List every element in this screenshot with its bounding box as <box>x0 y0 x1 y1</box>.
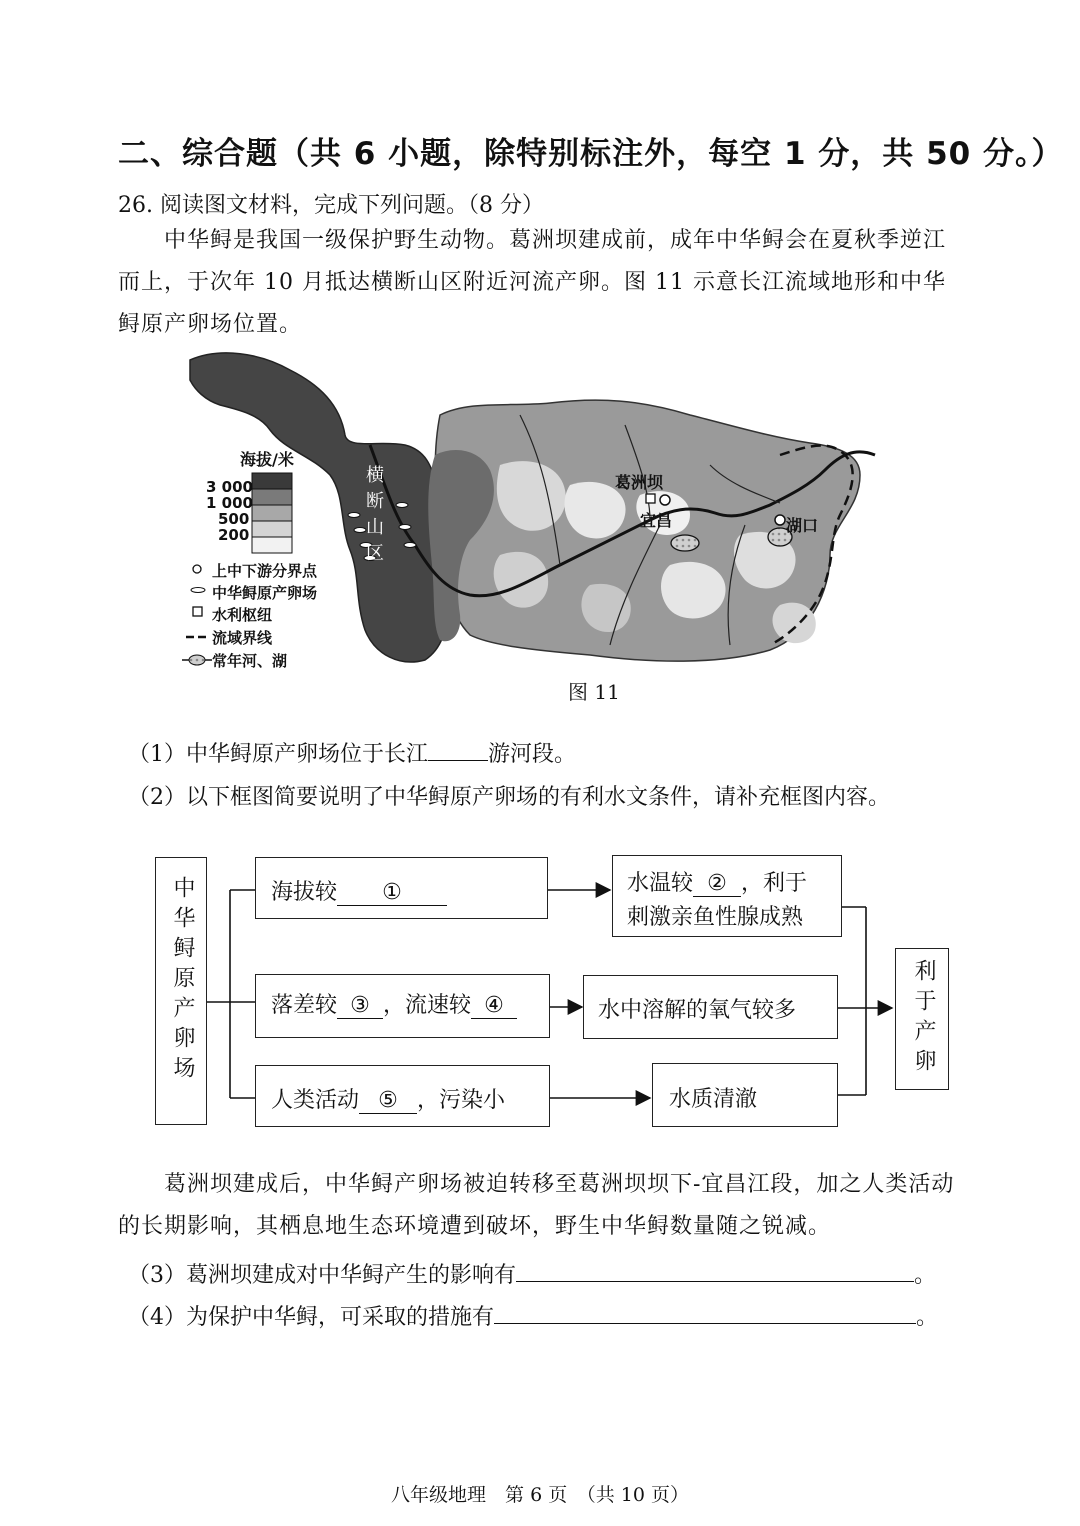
water-quality-text: 水质清澈 <box>669 1087 758 1112</box>
answer-blank-3[interactable] <box>516 1259 914 1282</box>
effect-box-oxygen <box>583 975 838 1039</box>
elevation-level-2: 1 000 <box>206 494 253 512</box>
sub-question-3 <box>128 1258 936 1289</box>
division-point-hukou <box>775 515 785 525</box>
blank-3[interactable]: ③ <box>337 993 383 1019</box>
legend-river-lake: 常年河、湖 <box>212 652 288 670</box>
sub-question-4-end: 。 <box>916 1305 939 1330</box>
oxygen-text: 水中溶解的氧气较多 <box>598 998 797 1023</box>
cause-box-gradient <box>255 974 550 1038</box>
elevation-level-3: 500 <box>218 510 250 528</box>
label-yichang: 宜昌 <box>640 511 673 530</box>
yangtze-basin-map <box>170 345 890 675</box>
legend-title: 海拔/米 <box>240 450 294 469</box>
question-number-line: 26. 阅读图文材料，完成下列问题。（8 分） <box>118 193 544 218</box>
answer-blank-1[interactable] <box>428 738 488 761</box>
cause-box-human-activity <box>255 1065 550 1127</box>
sub-question-1-text: （1）中华鲟原产卵场位于长江 <box>128 742 428 767</box>
region-label-hengduan: 横断山区 <box>366 465 384 564</box>
result-box <box>895 948 949 1090</box>
gradient-text: 落差较 <box>271 993 338 1018</box>
map-graphic <box>170 345 890 675</box>
dongting-lake <box>671 535 699 551</box>
elevation-level-1: 3 000 <box>206 478 253 496</box>
human-activity-text: 人类活动 <box>271 1088 360 1113</box>
spawning-ground-label: 中华鲟原产卵场 <box>170 876 195 1086</box>
blank-1[interactable]: ① <box>337 880 447 906</box>
label-hukou: 湖口 <box>786 516 819 535</box>
dam-gezhouba <box>646 494 655 503</box>
legend-spawning-site: 中华鲟原产卵场 <box>212 584 318 602</box>
sub-question-1-suffix: 游河段。 <box>488 742 577 767</box>
elevation-level-4: 200 <box>218 526 250 544</box>
legend-swatches <box>252 473 292 553</box>
section-title: 二、综合题（共 6 小题，除特别标注外，每空 1 分，共 50 分。） <box>118 136 1064 172</box>
page-footer: 八年级地理 第 6 页 （共 10 页） <box>391 1484 689 1506</box>
spawning-ground-box <box>155 857 207 1125</box>
legend-dam: 水利枢纽 <box>212 606 273 624</box>
blank-2[interactable]: ② <box>693 871 741 897</box>
effect-box-water-quality <box>652 1063 838 1127</box>
division-point-yichang <box>660 495 670 505</box>
legend-division-point: 上中下游分界点 <box>212 562 318 580</box>
sub-question-3-text: （3）葛洲坝建成对中华鲟产生的影响有 <box>128 1263 516 1288</box>
cause-box-altitude <box>255 857 548 919</box>
blank-4[interactable]: ④ <box>471 993 517 1019</box>
water-temp-text: 水温较 <box>627 871 694 896</box>
pollution-text: ，污染小 <box>417 1088 506 1113</box>
effect-box-water-temp <box>612 855 842 937</box>
water-temp-text-2: ，利于 <box>741 871 808 896</box>
label-gezhouba: 葛洲坝 <box>615 473 664 492</box>
sub-question-4-text: （4）为保护中华鲟，可采取的措施有 <box>128 1305 494 1330</box>
answer-blank-4[interactable] <box>494 1301 916 1324</box>
sub-question-4 <box>128 1300 938 1331</box>
water-temp-line-2: 刺激亲鱼性腺成熟 <box>627 905 804 930</box>
result-label: 利于产卵 <box>911 959 936 1079</box>
flow-speed-text: ，流速较 <box>383 993 472 1018</box>
sub-question-2: （2）以下框图简要说明了中华鲟原产卵场的有利水文条件，请补充框图内容。 <box>128 785 890 810</box>
sub-question-1 <box>128 737 576 768</box>
blank-5[interactable]: ⑤ <box>359 1088 417 1114</box>
passage-2: 葛洲坝建成后，中华鲟产卵场被迫转移至葛洲坝坝下-宜昌江段，加之人类活动的长期影响，其栖息地生态环境遭到破坏，野生中华鲟数量随之锐减。 <box>118 1172 955 1239</box>
figure-caption: 图 11 <box>568 680 620 704</box>
altitude-text: 海拔较 <box>271 880 338 905</box>
question-intro: 中华鲟是我国一级保护野生动物。葛洲坝建成前，成年中华鲟会在夏秋季逆江而上，于次年 10 月抵达横断山区附近河流产卵。图 11 示意长江流域地形和中华鲟原产卵场位置。 <box>118 228 947 337</box>
legend-basin-boundary: 流域界线 <box>212 629 273 647</box>
sub-question-3-end: 。 <box>914 1263 937 1288</box>
